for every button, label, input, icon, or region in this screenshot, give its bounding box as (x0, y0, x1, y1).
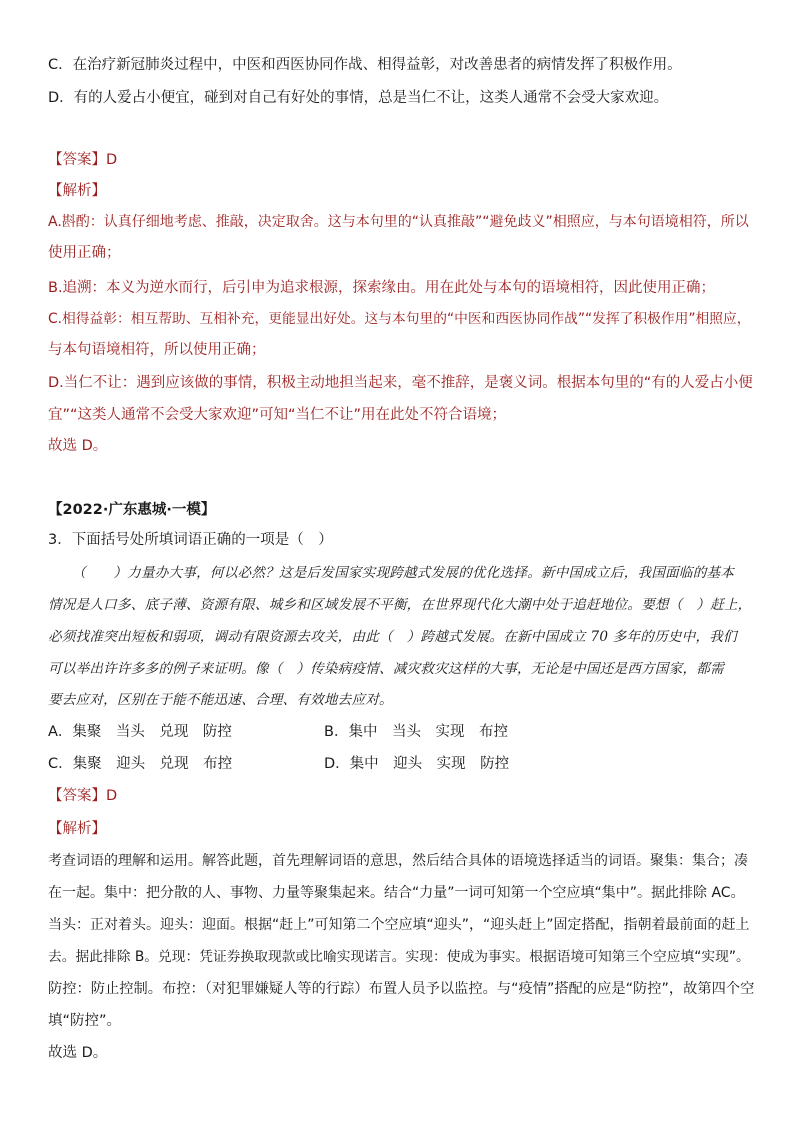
q3-analysis-label: 【解析】 (48, 821, 106, 837)
q2-analysis-line: D.当仁不让：遇到应该做的事情，积极主动地担当起来，毫不推辞，是褒义词。根据本句里的“有的人爱占小便 (48, 375, 753, 391)
q2-analysis-line: 宜”“这类人通常不会受大家欢迎”可知“当仁不让”用在此处不符合语境； (48, 407, 507, 423)
q3-answer: 【答案】D (48, 788, 118, 804)
q3-option-b: B．集中 当头 实现 布控 (324, 724, 508, 740)
q3-passage-line: 情况是人口多、底子薄、资源有限、城乡和区域发展不平衡，在世界现代化大潮中处于追赶地位。要想（ ）赶上， (48, 597, 752, 613)
q2-option-d: D．有的人爱占小便宜，碰到对自己有好处的事情，总是当仁不让，这类人通常不会受大家欢迎。 (48, 90, 669, 106)
q3-analysis-line: 填“防控”。 (48, 1013, 122, 1029)
q3-analysis-line: 故选 D。 (48, 1045, 108, 1061)
q3-option-c: C．集聚 迎头 兑现 布控 (48, 756, 233, 772)
q2-analysis-line: A.斟酌：认真仔细地考虑、推敲，决定取舍。这与本句里的“认真推敲”“避免歧义”相照应，与本句语境相符，所以 (48, 214, 749, 230)
q2-analysis-line: C.相得益彰：相互帮助、互相补充，更能显出好处。这与本句里的“中医和西医协同作战”“发挥了积极作用”相照应， (48, 311, 751, 327)
q3-analysis-line: 去。据此排除 B。兑现：凭证券换取现款或比喻实现诺言。实现：使成为事实。根据语境可知第三个空应填“实现”。 (48, 949, 750, 965)
q3-analysis-line: 考查词语的理解和运用。解答此题，首先理解词语的意思，然后结合具体的语境选择适当的词语。聚集：集合；凑 (48, 853, 748, 869)
q2-analysis-line: 故选 D。 (48, 438, 108, 454)
q2-analysis-label: 【解析】 (48, 183, 106, 199)
q3-passage-line: （ ）力量办大事，何以必然？这是后发国家实现跨越式发展的优化选择。新中国成立后，我国面临的基本 (72, 565, 735, 581)
q2-answer: 【答案】D (48, 152, 118, 168)
q2-option-c: C．在治疗新冠肺炎过程中，中医和西医协同作战、相得益彰，对改善患者的病情发挥了积极作用。 (48, 57, 682, 73)
q3-option-d: D．集中 迎头 实现 防控 (324, 756, 510, 772)
q2-analysis-line: 与本句语境相符，所以使用正确； (48, 342, 266, 358)
q2-analysis-line: 使用正确； (48, 245, 121, 261)
q3-source-heading: 【2022·广东惠城·一模】 (48, 502, 216, 518)
q2-analysis-line: B.追溯：本义为逆水而行，后引申为追求根源，探索缘由。用在此处与本句的语境相符，因此使用正确； (48, 280, 716, 296)
q3-analysis-line: 在一起。集中：把分散的人、事物、力量等聚集起来。结合“力量”一词可知第一个空应填“集中”。据此排除 AC。 (48, 885, 745, 901)
q3-passage-line: 要去应对，区别在于能不能迅速、合理、有效地去应对。 (48, 692, 393, 708)
q3-stem: 3．下面括号处所填词语正确的一项是（ ） (48, 532, 333, 548)
q3-passage-line: 必须找准突出短板和弱项，调动有限资源去攻关，由此（ ）跨越式发展。在新中国成立 70 多年的历史中，我们 (48, 629, 737, 645)
q3-option-a: A．集聚 当头 兑现 防控 (48, 724, 232, 740)
q3-analysis-line: 当头：正对着头。迎头：迎面。根据“赶上”可知第二个空应填“迎头”，“迎头赶上”固定搭配，指朝着最前面的赶上 (48, 917, 750, 933)
q3-passage-line: 可以举出许许多多的例子来证明。像（ ）传染病疫情、减灾救灾这样的大事，无论是中国还是西方国家，都需 (48, 661, 724, 677)
q3-analysis-line: 防控：防止控制。布控：（对犯罪嫌疑人等的行踪）布置人员予以监控。与“疫情”搭配的应是“防控”，故第四个空 (48, 981, 755, 997)
